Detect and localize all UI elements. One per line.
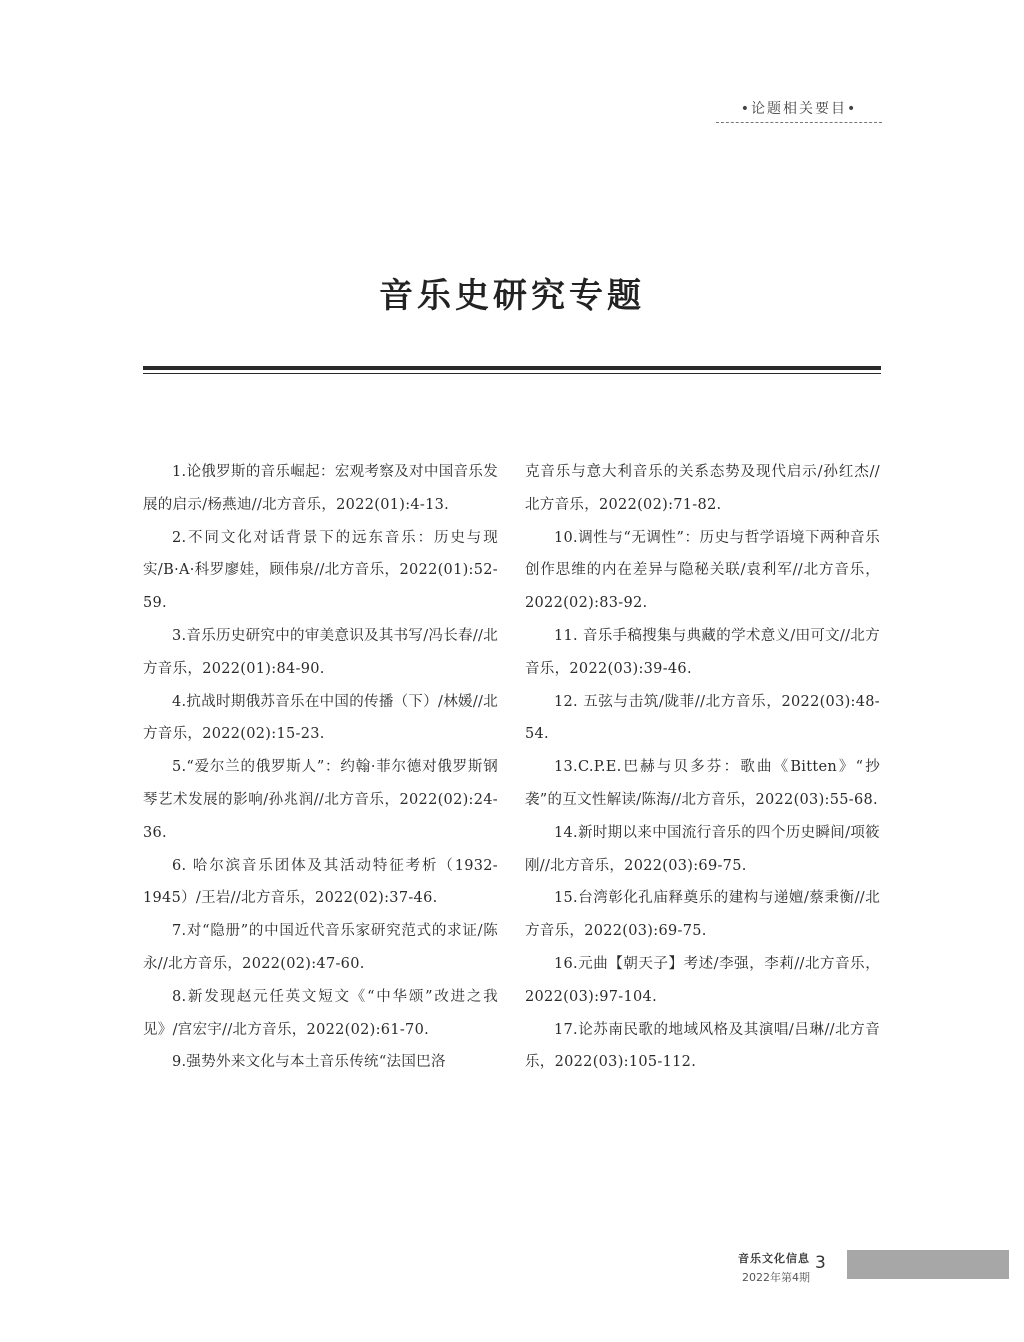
bibliography-entry-5: 5.“爱尔兰的俄罗斯人”：约翰·菲尔德对俄罗斯钢琴艺术发展的影响/孙兆润//北方音乐，2022(02):24-36. [143,759,498,841]
bibliography-entry-1: 1.论俄罗斯的音乐崛起：宏观考察及对中国音乐发展的启示/杨燕迪//北方音乐，2022(01):4-13. [143,464,498,513]
page-number: 3 [815,1253,826,1273]
bibliography-entry-15: 15.台湾彰化孔庙释奠乐的建构与递嬗/蔡秉衡//北方音乐，2022(03):69-75. [525,890,880,940]
journal-name: 音乐文化信息 [738,1252,810,1265]
bibliography-entry-12: 12. 五弦与击筑/陇菲//北方音乐，2022(03):48-54. [525,693,880,743]
bibliography-entry-7: 7.对“隐册”的中国近代音乐家研究范式的求证/陈永//北方音乐，2022(02):47-60. [143,923,498,972]
bibliography-entry-10: 10.调性与“无调性”：历史与哲学语境下两种音乐创作思维的内在差异与隐秘关联/袁利军//北方音乐，2022(02):83-92. [525,529,880,612]
bibliography-entry-13: 13.C.P.E.巴赫与贝多芬：歌曲《Bitten》“抄袭”的互文性解读/陈海//北方音乐，2022(03):55-68. [525,759,880,808]
bibliography-entry-9: 9.强势外来文化与本土音乐传统“法国巴洛 [172,1054,446,1071]
title-rule-thin [143,373,881,374]
bibliography-entry-16: 16.元曲【朝天子】考述/李强，李莉//北方音乐，2022(03):97-104. [525,955,880,1005]
bibliography-entry-8: 8.新发现赵元任英文短文《“中华颂”改进之我见》/宫宏宇//北方音乐，2022(02):61-70. [143,988,498,1038]
left-column [143,456,498,1079]
bibliography-entry-4: 4.抗战时期俄苏音乐在中国的传播（下）/林媛//北方音乐，2022(02):15-23. [143,693,498,743]
right-column [525,456,880,1079]
title-rule-thick [143,366,881,370]
issue-label: 2022年第4期 [742,1271,810,1284]
bibliography-entry-2: 2.不同文化对话背景下的远东音乐：历史与现实/B·A·科罗廖娃，顾伟泉//北方音乐，2022(01):52-59. [143,529,498,612]
page-title: 音乐史研究专题 [379,275,645,316]
footer-journal-block [700,1250,810,1285]
bibliography-entry-17: 17.论苏南民歌的地域风格及其演唱/吕琳//北方音乐，2022(03):105-112. [525,1021,880,1071]
bibliography-entry-9-continued: 克音乐与意大利音乐的关系态势及现代启示/孙红杰//北方音乐，2022(02):71-82. [525,464,880,513]
bibliography-entry-6: 6. 哈尔滨音乐团体及其活动特征考析（1932-1945）/王岩//北方音乐，2022(02):37-46. [143,857,498,907]
footer-bar [847,1250,1009,1279]
bibliography-entry-14: 14.新时期以来中国流行音乐的四个历史瞬间/项筱刚//北方音乐，2022(03):69-75. [525,824,880,874]
section-tag: •论题相关要目• [716,98,882,123]
bibliography-entry-11: 11. 音乐手稿搜集与典藏的学术意义/田可文//北方音乐，2022(03):39-46. [525,627,880,677]
bibliography-entry-3: 3.音乐历史研究中的审美意识及其书写/冯长春//北方音乐，2022(01):84-90. [143,627,498,677]
